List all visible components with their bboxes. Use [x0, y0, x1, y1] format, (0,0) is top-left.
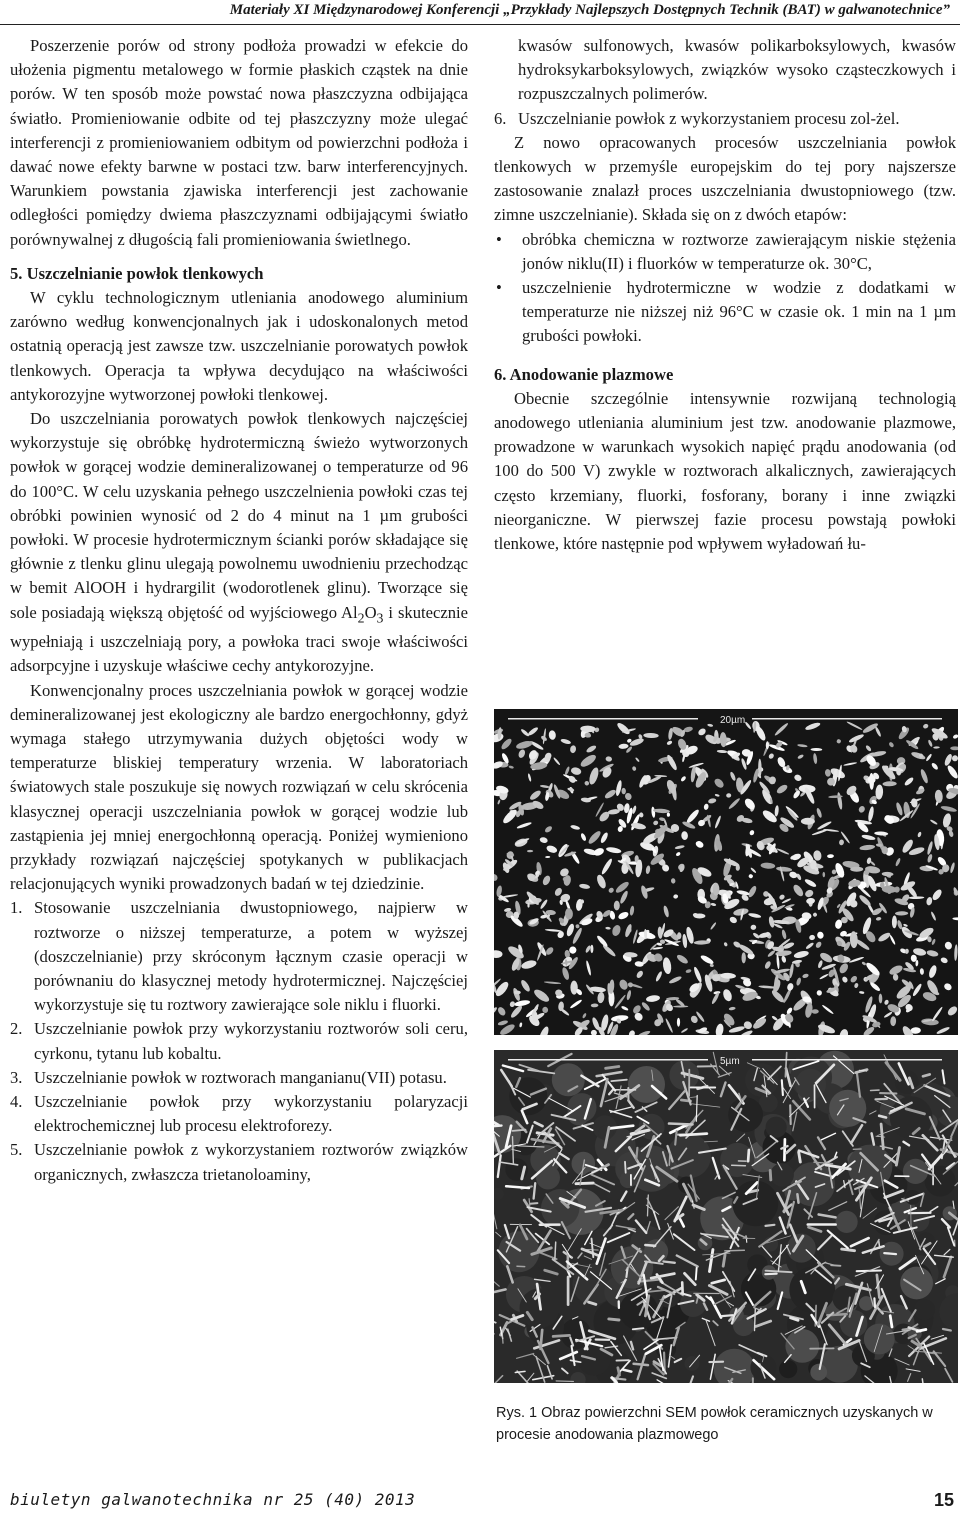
sem-texture-pore: [628, 1145, 674, 1191]
sem-texture-fiber: [530, 1203, 537, 1204]
list-item-3: [10, 1066, 468, 1090]
sem-texture-fiber: [874, 1298, 875, 1307]
bullet-text: obróbka chemiczna w roztworze zawierającym niskie stężenia jonów niklu(II) i fluorków w temperaturze ok. 30°C,: [522, 229, 956, 273]
page-footer: [0, 1490, 960, 1516]
sem-texture-fiber: [876, 1099, 887, 1100]
list-item-text: Uszczelnianie powłok w roztworach manganianu(VII) potasu.: [34, 1067, 447, 1087]
sem-texture-fiber: [696, 1267, 697, 1279]
sem-texture-fiber: [884, 1253, 896, 1254]
sem-texture-fiber: [748, 1150, 749, 1161]
sem-texture-pore: [779, 1360, 797, 1378]
sem-texture-pore: [785, 1329, 819, 1363]
sem-texture-fiber: [556, 1381, 573, 1382]
figure-caption: Rys. 1 Obraz powierzchni SEM powłok ceramicznych uzyskanych w procesie anodowania plazmowego: [496, 1405, 933, 1443]
sem-texture-fiber: [682, 1282, 683, 1293]
sem-texture-fiber: [636, 1148, 637, 1160]
sealing-methods-list: [10, 896, 468, 1186]
section-6-heading: 6. Anodowanie plazmowe: [494, 364, 674, 384]
sem-texture-grain: [590, 945, 593, 953]
sem-texture-fiber: [553, 1335, 569, 1336]
sem-texture-fiber: [675, 1131, 676, 1144]
sem-texture-fiber: [669, 1153, 670, 1165]
list-item-number: 4.: [10, 1092, 23, 1112]
sem-texture-fiber: [879, 1116, 886, 1118]
chemical-formula: [341, 602, 384, 625]
sem-image-top: [494, 709, 958, 1035]
sem-texture-fiber: [633, 1328, 644, 1329]
paragraph-sealing-intro: W cyklu technologicznym utleniania anodowego aluminium zarówno według konwencjonalnych jak i udoskonalonych metod ostatnią operacją jest zawsze tzw. uszczelnianie porowatych powłok tlenkowych. Operacja ta wpływa decydująco na właściwości antykorozyjne wytworzonej powłoki tlenkowej.: [10, 288, 468, 404]
sem-texture-fiber: [606, 1067, 619, 1069]
paragraph-two-stage-sealing: Z nowo opracowanych procesów uszczelniania powłok tlenkowych w przemyśle europejskim do tej pory najszersze zastosowanie znalazł proces uszczelniania dwustopniowego (tzw. zimne uszczelnianie). Składa się on z dwóch etapów:: [494, 132, 956, 225]
list-item-number: 6.: [494, 108, 507, 128]
scale-bar-label: 5µm: [720, 1056, 740, 1067]
sem-texture-grain: [801, 818, 815, 825]
formula-o: O: [364, 602, 377, 622]
sem-texture-fiber: [502, 1331, 503, 1344]
list-item-number: 3.: [10, 1067, 23, 1087]
sem-texture-fiber: [831, 1265, 840, 1266]
sem-texture-fiber: [890, 1316, 892, 1327]
list-item-text: kwasów sulfonowych, kwasów polikarboksylowych, kwasów hydroksykarboksylowych, związków wysoko cząsteczkowych i rozpuszczalnych polimerów.: [518, 36, 956, 104]
formula-subscript-3: 3: [376, 609, 384, 625]
paragraph-conventional-process: Konwencjonalny proces uszczelniania powłok w gorącej wodzie demineralizowanej jest ekologiczny ale bardzo energochłonny, gdyż wymaga stałego utrzymywania dużych objętości wody w temperaturze bliskiej temperatury wrzenia. W laboratoriach światowych stale poszukuje się nowych rozwiązań w celu skrócenia klasycznej operacji uszczelniania powłok w gorącej wodzie lub zastąpienia jej mniej energochłonną operacją. Poniżej wymieniono przykłady rozwiązań najczęściej spotykanych w publikacjach relacjonujących wyniki prowadzonych badań w tej dziedzinie.: [10, 680, 468, 894]
sem-texture-fiber: [782, 1080, 783, 1095]
sem-micrograph-fibrous: [494, 1050, 958, 1383]
sem-texture-pore: [821, 1346, 858, 1383]
sem-texture-fiber: [618, 1368, 620, 1375]
running-header: Materiały XI Międzynarodowej Konferencji „Przykłady Najlepszych Dostępnych Technik (BAT) w galwanotechnice”: [229, 2, 950, 18]
sem-texture-pore: [770, 1163, 794, 1187]
sem-texture-fiber: [765, 1274, 776, 1275]
section-5-heading: 5. Uszczelnianie powłok tlenkowych: [10, 263, 264, 283]
sem-texture-fiber: [555, 1242, 556, 1260]
sem-texture-fiber: [513, 1130, 526, 1131]
sem-texture-fiber: [664, 1262, 675, 1263]
list-item-2: [10, 1017, 468, 1065]
list-item-1: [10, 896, 468, 1017]
paragraph-plasma-anodizing: Obecnie szczególnie intensywnie rozwijaną technologią anodowego utleniania aluminium jest tzw. anodowanie plazmowe, prowadzone w warunkach wysokich napięć prądu anodowania (od 100 do 500 V) zwykle w roztworach alkalicznych, zawierających często krzemiany, fluorki, fosforany, borany i inne związki nieorganiczne. W pierwszej fazie procesu powstają powłoki tlenkowe, które następnie pod wpływem wyładowań łu-: [494, 388, 956, 554]
scale-bar-line: [508, 1059, 708, 1061]
sem-image-bottom: [494, 1050, 958, 1383]
sem-micrograph-porous: [494, 709, 958, 1035]
sem-texture-grain: [713, 883, 720, 896]
sem-texture-pore: [762, 1265, 776, 1279]
sem-texture-pore: [644, 1239, 668, 1263]
sem-texture-pore: [620, 1172, 637, 1189]
list-item-6: [494, 107, 956, 131]
sem-texture-pore: [836, 1211, 858, 1233]
sem-texture-pore: [766, 1117, 787, 1138]
list-item-text: Uszczelnianie powłok przy wykorzystaniu polaryzacji elektrochemicznej lub procesu elektroforezy.: [34, 1092, 468, 1136]
sealing-methods-list-continued: [494, 34, 956, 131]
sem-texture-fiber: [799, 1152, 801, 1162]
sem-texture-grain: [694, 914, 706, 919]
sem-texture-fiber: [790, 1105, 791, 1124]
list-item-number: 5.: [10, 1140, 23, 1160]
sem-texture-fiber: [513, 1137, 514, 1164]
sem-texture-fiber: [725, 1250, 745, 1251]
sem-texture-fiber: [917, 1330, 926, 1332]
scale-bar-line: [752, 718, 942, 720]
sem-texture-fiber: [576, 1183, 593, 1184]
sem-texture-fiber: [529, 1199, 530, 1206]
scale-bar-line: [752, 1059, 942, 1061]
sem-texture-fiber: [923, 1074, 930, 1076]
paragraph-hydrothermal-part2: i skutecznie wypełniają i uszczelniają pory, a powłoka traci swoje właściwości adsorpcyjne i uzyskuje właściwe cechy antykorozyjne.: [10, 602, 468, 676]
sem-texture-fiber: [842, 1249, 855, 1251]
sem-texture-fiber: [645, 1245, 655, 1246]
sem-texture-pore: [656, 1339, 676, 1359]
sem-texture-grain: [742, 952, 746, 963]
sem-texture-fiber: [943, 1329, 951, 1331]
sem-texture-pore: [619, 1292, 658, 1331]
paragraph-interference: Poszerzenie porów od strony podłoża prowadzi w efekcie do ułożenia pigmentu metalowego w formie płaskich cząstek na dnie porów. W ten sposób może powstać nowa płaszczyzna odbijająca światło. Promieniowanie odbite od tej płaszczyzny może ulegać interferencji z promieniowaniem odbitym od powierzchni podłoża i dawać nowe efekty barwne w postaci tzw. barw interferencyjnych. Warunkiem powstania zjawiska interferencji jest zachowanie odległości pomiędzy dwiema płaszczyznami odbijającymi światło porównywalnej z długością fali promieniowania świetlnego.: [10, 36, 468, 249]
list-item-5-continuation: [494, 34, 956, 107]
sem-texture-fiber: [722, 1315, 733, 1316]
formula-subscript-2: 2: [357, 609, 365, 625]
list-item-text: Stosowanie uszczelniania dwustopniowego, najpierw w roztworze o niższej temperaturze, a potem w wyższej (doszczelnianie) przy skróconym łącznym czasie operacji w porównaniu do klasycznej metody hydrotermicznej. Najczęściej wykorzystuje się tu roztwory zawierające sole niklu i fluorki.: [34, 898, 468, 1015]
list-item-5: [10, 1138, 468, 1186]
list-item-4: [10, 1090, 468, 1138]
list-item-text: Uszczelnianie powłok przy wykorzystaniu roztworów soli ceru, cyrkonu, tytanu lub kobaltu.: [34, 1019, 468, 1063]
sem-texture-fiber: [784, 1139, 785, 1160]
list-item-number: 1.: [10, 898, 23, 918]
bullet-symbol: •: [496, 278, 502, 298]
sem-texture-fiber: [797, 1194, 798, 1203]
paragraph-hydrothermal: [10, 407, 468, 679]
formula-al: Al: [341, 602, 358, 622]
sem-texture-pore: [732, 1181, 778, 1227]
list-item-text: Uszczelnianie powłok z wykorzystaniem procesu zol-żel.: [518, 108, 900, 128]
scale-bar-line: [508, 718, 698, 720]
sem-texture-pore: [567, 1093, 596, 1122]
sem-texture-pore: [864, 1324, 895, 1355]
sem-texture-pore: [900, 1267, 933, 1300]
sem-texture-fiber: [534, 1183, 536, 1198]
sem-texture-grain: [677, 1018, 680, 1027]
left-column: [10, 34, 468, 1187]
bullet-item: [494, 228, 956, 276]
sem-texture-grain: [850, 867, 863, 872]
sealing-stages-list: [494, 228, 956, 349]
paragraph-hydrothermal-part1: Do uszczelniania porowatych powłok tlenkowych najczęściej wykorzystuje się obróbkę hydrotermiczną świeżo wytworzonych powłok w gorącej wodzie demineralizowanej o temperaturze od 96 do 100°C. W celu uzyskania pełnego uszczelnienia powłoki czas tej obróbki powinien wynosić od 2 do 4 minut na 1 µm grubości powłoki. W procesie hydrotermicznym ścianki porów składające się głównie z tlenku glinu ulegają powolnemu uwodnieniu przechodząc w bemit AlOOH i hydrargilit (wodorotlenek glinu). Tworzące się sole posiadają większą objętość od wyjściowego: [10, 409, 468, 622]
list-item-number: 2.: [10, 1019, 23, 1039]
bullet-item: [494, 276, 956, 349]
sem-texture-pore: [810, 1364, 827, 1381]
sem-texture-pore: [914, 1299, 935, 1320]
sem-texture-fiber: [766, 1225, 775, 1226]
sem-texture-fiber: [625, 1162, 626, 1173]
page-number: 15: [933, 1490, 954, 1510]
bullet-text: uszczelnienie hydrotermiczne w wodzie z dodatkami w temperaturze nie niższej niż 96°C w czasie ok. 1 min na 1 µm grubości powłoki.: [522, 278, 956, 346]
list-item-text: Uszczelnianie powłok z wykorzystaniem roztworów związków organicznych, zwłaszcza trietanoloaminy,: [34, 1140, 468, 1184]
sem-texture-pore: [536, 1166, 560, 1190]
sem-texture-fiber: [609, 1319, 619, 1320]
bullet-symbol: •: [496, 229, 502, 249]
sem-texture-fiber: [680, 1134, 707, 1136]
sem-texture-fiber: [723, 1255, 725, 1266]
right-column: [494, 34, 956, 556]
sem-texture-fiber: [755, 1309, 756, 1331]
journal-name: biuletyn galwanotechnika nr 25 (40) 2013: [10, 1490, 416, 1509]
scale-bar-label: 20µm: [720, 715, 746, 726]
sem-texture-fiber: [770, 1171, 771, 1180]
sem-texture-fiber: [669, 1124, 693, 1125]
sem-texture-fiber: [634, 1364, 648, 1365]
sem-texture-pore: [628, 1066, 665, 1103]
header-divider: [0, 24, 960, 25]
